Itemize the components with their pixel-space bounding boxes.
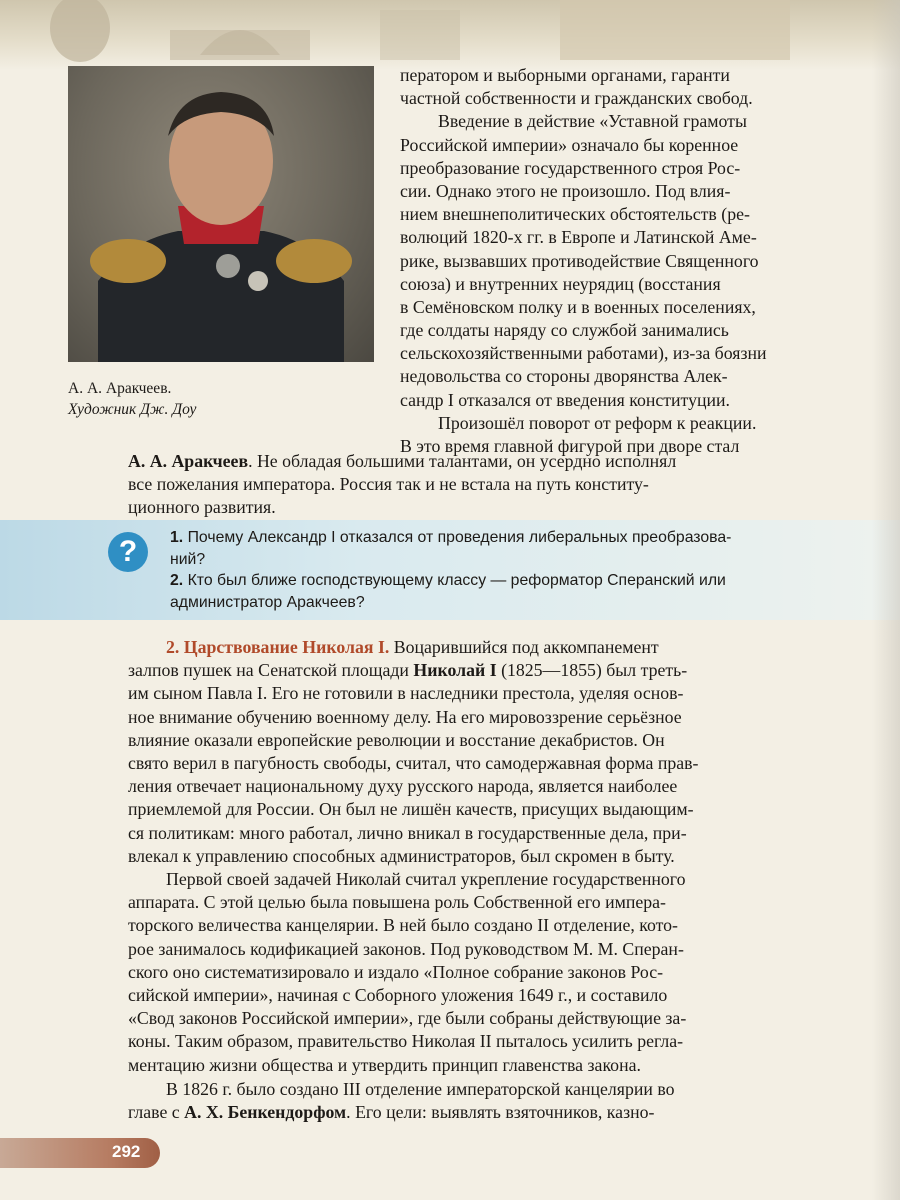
- text-line: ления отвечает национальному духу русского народа, является наиболее: [128, 776, 678, 797]
- text-line: рике, вызвавших противодействие Священного: [400, 250, 759, 271]
- text-line: недовольства со стороны дворянства Алек-: [400, 366, 728, 387]
- text-fragment: (1825—1855) был треть-: [496, 660, 688, 681]
- arakcheev-name: А. А. Аракчеев: [128, 451, 249, 471]
- question-1-cont: ний?: [170, 550, 206, 568]
- text-line: рое занималось кодификацией законов. Под руководством М. М. Сперан-: [128, 938, 684, 959]
- portrait-arakcheev-icon: [68, 66, 374, 362]
- text-line: ператором и выборными органами, гаранти: [400, 65, 730, 85]
- text-line: [128, 450, 890, 473]
- text-fragment: . Не обладая большими талантами, он усердно исполнял: [248, 451, 677, 471]
- text-line: сийской империи», начиная с Соборного уложения 1649 г., и составило: [128, 984, 668, 1005]
- header-illustration-icon: [0, 0, 900, 70]
- questions-list: [170, 527, 895, 613]
- text-line: В это время главной фигурой при дворе стал: [400, 436, 740, 456]
- text-fragment: . Его цели: выявлять взяточников, казно-: [346, 1102, 655, 1123]
- portrait-image: [68, 66, 374, 362]
- text-line: союза) и внутренних неурядиц (восстания: [400, 273, 721, 294]
- section-title: 2. Царствование Николая I.: [166, 637, 390, 657]
- text-line: «Свод законов Российской империи», где были собраны действующие за-: [128, 1008, 687, 1029]
- text-line: ментацию жизни общества и утвердить принцип главенства закона.: [128, 1054, 641, 1075]
- text-line: свято верил в пагубность свободы, считал, что самодержавная форма прав-: [128, 752, 699, 773]
- header-decoration: [0, 0, 900, 70]
- text-line: им сыном Павла I. Его не готовили в наследники престола, уделяя основ-: [128, 683, 684, 704]
- question-mark-icon: ?: [108, 532, 148, 572]
- text-line: все пожелания императора. Россия так и не встала на путь конститу-: [128, 474, 649, 495]
- text-line: коны. Таким образом, правительство Николая II пыталось усилить регла-: [128, 1031, 684, 1052]
- text-line: влекал к управлению способных администраторов, был скромен в быту.: [128, 845, 675, 866]
- text-fragment: залпов пушек на Сенатской площади: [128, 660, 414, 681]
- text-line: сандр I отказался от введения конституции.: [400, 389, 730, 410]
- text-line: [128, 1101, 890, 1124]
- text-fragment: главе с: [128, 1102, 185, 1123]
- first-task-paragraph: [128, 868, 890, 1077]
- text-line: Произошёл поворот от реформ к реакции.: [438, 412, 757, 433]
- text-line: волюций 1820-х гг. в Европе и Латинской Аме-: [400, 227, 757, 248]
- question-number: 1.: [170, 529, 184, 546]
- text-line: нием внешнеполитических обстоятельств (ре-: [400, 204, 750, 225]
- text-line: [128, 659, 890, 682]
- text-line: Введение в действие «Уставной грамоты: [438, 111, 747, 132]
- question-number: 2.: [170, 572, 184, 589]
- text-fragment: Воцарившийся под аккомпанемент: [389, 637, 659, 657]
- text-line: ционного развития.: [128, 497, 276, 518]
- page-edge-shadow: [872, 0, 900, 1200]
- text-line: [128, 636, 890, 659]
- text-line: торского величества канцелярии. В ней было создано II отделение, кото-: [128, 915, 678, 936]
- text-line: Первой своей задачей Николай считал укрепление государственного: [166, 869, 686, 889]
- text-line: ное внимание обучению военному делу. На его мировоззрение серьёзное: [128, 706, 682, 727]
- nicholas-name: Николай I: [413, 660, 497, 681]
- question-2-cont: администратор Аракчеев?: [170, 593, 365, 611]
- section-2-paragraph: [128, 636, 890, 868]
- text-line: сельскохозяйственными работами), из-за боязни: [400, 343, 767, 364]
- question-text: Кто был ближе господствующему классу — реформатор Сперанский или: [187, 572, 726, 589]
- text-line: ского оно систематизировало и издало «Полное собрание законов Рос-: [128, 961, 664, 982]
- page-number: 292: [112, 1142, 141, 1161]
- question-text: Почему Александр I отказался от проведения либеральных преобразова-: [187, 529, 732, 546]
- text-line: В 1826 г. было создано III отделение императорской канцелярии во: [166, 1079, 675, 1099]
- caption-name: А. А. Аракчеев.: [68, 380, 172, 397]
- third-section-paragraph: [128, 1078, 890, 1124]
- text-line: приемлемой для России. Он был не лишён качеств, присущих выдающим-: [128, 799, 694, 820]
- text-line: влияние оказали европейские революции и восстание декабристов. Он: [128, 729, 665, 750]
- text-line: преобразование государственного строя Рос-: [400, 157, 741, 178]
- benckendorff-name: А. Х. Бенкендорфом: [184, 1102, 347, 1123]
- text-line: ся политикам: много работал, лично вникал в государственные дела, при-: [128, 822, 687, 843]
- text-line: Российской империи» означало бы коренное: [400, 134, 739, 155]
- question-1: [170, 527, 895, 549]
- caption-artist: Художник Дж. Доу: [68, 401, 197, 418]
- text-line: сии. Однако этого не произошло. Под влия-: [400, 180, 731, 201]
- text-line: аппарата. С этой целью была повышена роль Собственной его импера-: [128, 892, 666, 913]
- portrait-caption: [68, 378, 378, 420]
- right-column-text: [400, 64, 890, 458]
- text-line: частной собственности и гражданских свобод.: [400, 88, 753, 109]
- text-line: где солдаты наряду со службой занимались: [400, 320, 729, 341]
- question-2: [170, 570, 895, 592]
- arakcheev-paragraph: [128, 450, 890, 520]
- text-line: в Семёновском полку и в военных поселениях,: [400, 296, 756, 317]
